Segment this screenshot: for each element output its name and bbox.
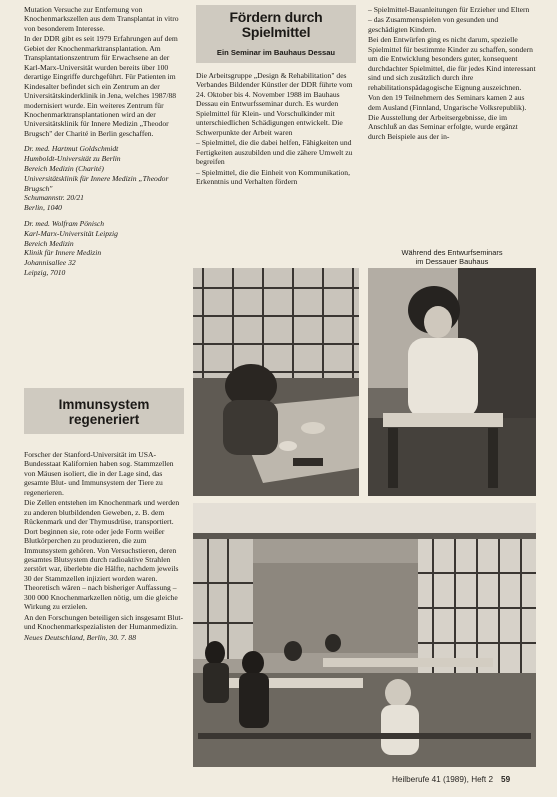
journal-reference: Heilberufe 41 (1989), Heft 2 (392, 775, 494, 784)
page-footer (392, 775, 510, 784)
author-line: Bereich Medizin (Charité) (24, 163, 104, 173)
paragraph: Mutation Versuche zur Entfernung von Knochenmarkszellen aus dem Transplantat in vitro von besonderem Interesse. (24, 5, 179, 33)
author-line: Dr. med. Hartmut Goldschmidt (24, 144, 119, 154)
author-line: Bereich Medizin (24, 238, 74, 248)
author-line: Schumannstr. 20/21 (24, 193, 84, 203)
paragraph: Von den 19 Teilnehmern des Seminars kamen 2 aus dem Ausland (Finnland, Ungarische Volksrepublik). (368, 93, 527, 112)
paragraph: Bei den Entwürfen ging es nicht darum, spezielle Spielmittel für bestimmte Kinder zu schaffen, sondern um die Entwicklung besonders guter, konsequent durchdachter Spielmittel, die für jedes Kind interessant sind und sich zusätzlich durch ihre rehabilitationspädagogische Eignung auszeichnen. (368, 35, 536, 92)
author-line: Klinik für Innere Medizin (24, 248, 102, 258)
paragraph: – Spielmittel, die die Einheit von Kommunikation, Erkenntnis und Verhalten fördern (196, 167, 350, 186)
photo-workshop-bench (193, 268, 359, 496)
author-line: Karl-Marx-Universität Leipzig (24, 228, 118, 238)
paragraph: An den Forschungen beteiligen sich insgesamt Blut- und Knochenmarkspezialisten der Humanmedizin. (24, 612, 184, 632)
column-three (368, 5, 536, 142)
paragraph: Die Ausstellung der Arbeitsergebnisse, die im Anschluß an das Seminar erfolgte, wurde ergänzt durch Beispiele aus der in- (368, 112, 518, 141)
fordern-subtitle: Ein Seminar im Bauhaus Dessau (216, 48, 336, 57)
photo-caption: Während des Entwurfseminars im Dessauer Bauhaus (401, 248, 503, 266)
author-line: Leipzig, 7010 (24, 267, 66, 277)
paragraph: Die Zellen entstehen im Knochenmark und werden zu anderen blutbildenden Geweben, z. B. dem Rückenmark und der Thymusdrüse, transportiert. Dort beginnen sie, rote oder jede Form weißer Blutkörperchen zu produzieren, die zum Immunsystem gehören. Von Versuchstieren, deren gesamtes Blutsystem durch radioaktive Strahlen zerstört war, überlebte die Hälfte, nachdem jeweils 30 der Stammzellen injiziert worden waren. Theoretisch wären – nach bisheriger Auffassung – 300 000 Knochenmarkzellen nötig, um die gleiche Wirkung zu erzielen. (24, 498, 180, 612)
author-line: Dr. med. Wolfram Pönisch (24, 218, 105, 228)
paragraph: Die Arbeitsgruppe „Design & Rehabilitation" des Verbandes Bildender Künstler der DDR führte vom 24. Oktober bis 4. November 1988 im Bauhaus Dessau ein Entwurfsseminar durch. Es wurden Spielmittel für Klein- und Vorschulkinder mit unterschiedlichen Schädigungen entwickelt. Die Schwerpunkte der Arbeit waren (196, 71, 353, 137)
column-two (196, 5, 356, 187)
author-line: Universitätsklinik für Innere Medizin „Theodor Brugsch" (24, 173, 169, 193)
author-line: Johannisallee 32 (24, 258, 76, 268)
page-number: 59 (501, 775, 511, 784)
fordern-heading: Fördern durch Spielmittel Ein Seminar im Bauhaus Dessau (196, 5, 356, 63)
paragraph: – das Zusammenspielen von gesunden und geschädigten Kindern. (368, 15, 499, 34)
paragraph: – Spielmittel-Bauanleitungen für Erzieher und Eltern (368, 5, 530, 14)
immunsystem-article (24, 450, 184, 643)
source-line: Neues Deutschland, Berlin, 30. 7. 88 (24, 632, 136, 642)
photo-workshop-worker (368, 268, 536, 496)
author-block (24, 144, 184, 213)
immunsystem-heading: Immunsystem regeneriert (24, 388, 184, 434)
author-line: Humboldt-Universität zu Berlin (24, 154, 121, 164)
paragraph: In der DDR gibt es seit 1979 Erfahrungen auf dem Gebiet der Knochenmarktransplantation. Am Transplantationszentrum für Erwachsene an der Karl-Marx-Universität wurden bereits über 100 derartige Eingriffe durchgeführt. Für Patienten im Kindesalter befindet sich ein Zentrum an der Universitätskinderklinik in Jena, welches 1987/88 modernisiert wurde. Ein weiteres Zentrum für Knochenmarktransplantationen wird an der Universitätsklinik für Innere Medizin „Theodor Brugsch" der Charité in Berlin geschaffen. (24, 34, 178, 138)
column-one (24, 5, 184, 279)
paragraph: Forscher der Stanford-Universität im USA-Bundesstaat Kalifornien haben sog. Stammzellen von Mäusen isoliert, die in der Lage sind, das gesamte Blut- und Immunsystem der Tiere zu regenerieren. (24, 450, 174, 497)
paragraph: – Spielmittel, die die dabei helfen, Fähigkeiten und Fertigkeiten auszubilden und die zähere Umwelt zu begreifen (196, 138, 353, 167)
author-line: Berlin, 1040 (24, 203, 62, 213)
author-block (24, 219, 184, 278)
photo-studio-hall (193, 503, 536, 767)
